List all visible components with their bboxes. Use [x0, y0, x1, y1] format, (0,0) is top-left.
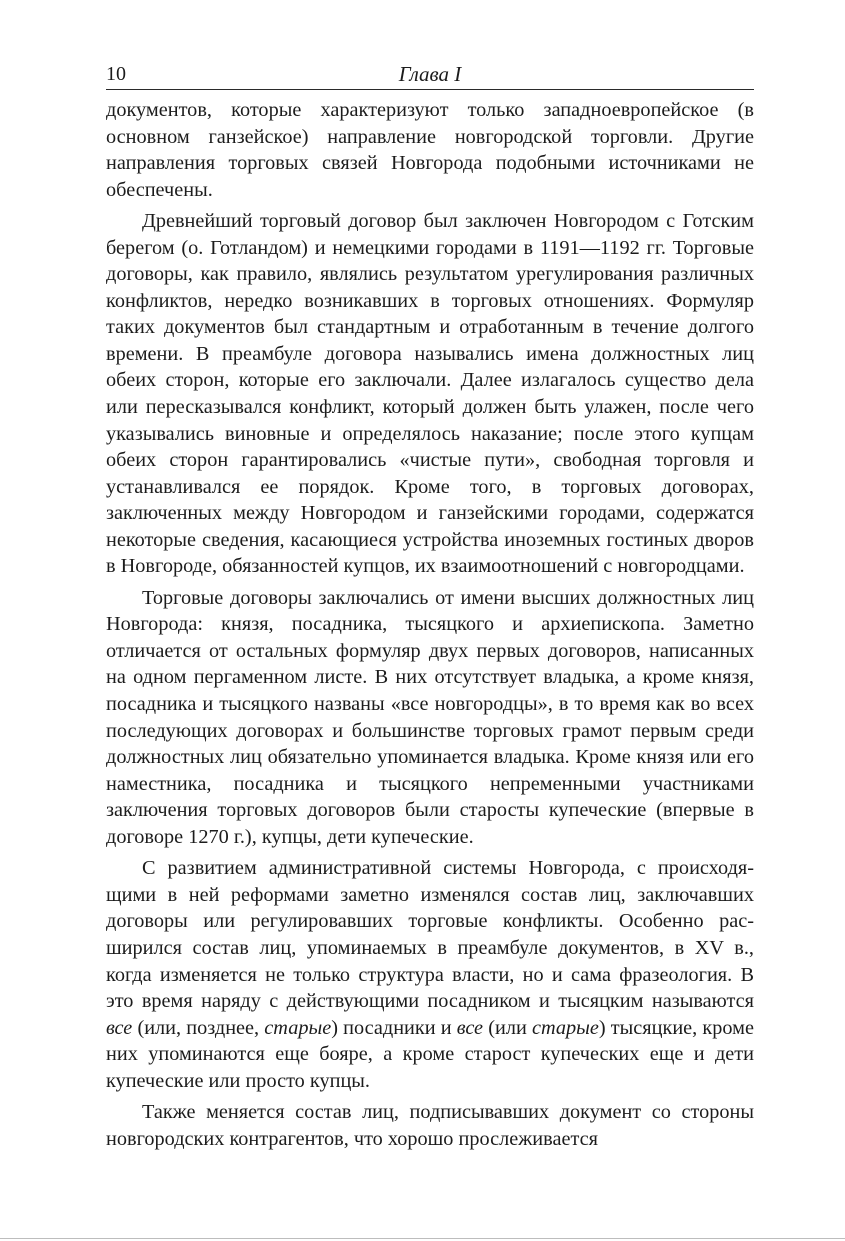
text-run: ) посадники и	[331, 1016, 457, 1039]
text-run: Также меняется состав лиц, подписывавших документ со стороны новгородских контрагентов, что хорошо прослеживается	[106, 1101, 754, 1150]
text-run: (или	[483, 1016, 532, 1039]
italic-term: все	[456, 1016, 484, 1039]
text-run: С развитием административной системы Новгорода, с происходящими в ней реформами заметно изменялся состав лиц, заключавших договоры или регулировавших торговые конфликты. Особенно расширился состав лиц, упоминаемых в преамбуле документов, в XV в., когда изменяется не только структура власти, но и сама фразеология. В это время наряду с действующими посадником и тысяцким называются	[106, 857, 754, 1013]
text-run: (или, позднее,	[132, 1016, 265, 1039]
text-run: ) тысяцкие, кроме них упоминаются еще бояре, а кроме старост купеческих еще и дети купеческие или просто купцы.	[106, 1016, 754, 1092]
paragraph	[106, 97, 754, 203]
paragraph	[106, 855, 754, 1094]
paragraph	[106, 1099, 754, 1152]
paragraph	[106, 585, 754, 850]
header-rule	[106, 89, 754, 90]
paragraph	[106, 208, 754, 580]
text-run: документов, которые характеризуют только западноевропейское (в основном ганзейское) направление новгородской торговли. Другие направления торговых связей Новгорода подобными источниками не обеспечены.	[106, 99, 754, 201]
italic-term: все	[106, 1016, 133, 1039]
running-header	[106, 58, 754, 88]
body-text	[106, 97, 754, 1152]
italic-term: старые	[531, 1016, 599, 1039]
italic-term: старые	[264, 1016, 332, 1039]
page-bottom-edge	[0, 1238, 845, 1239]
text-run: Древнейший торговый договор был заключен Новгородом с Готским берегом (о. Готландом) и немецкими городами в 1191—1192 гг. Торговые договоры, как правило, являлись результатом урегулирования различных конфликтов, нередко возникавших в торговых отношениях. Формуляр таких документов был стандартным и отработанным в течение долгого времени. В преамбуле договора назывались имена должностных лиц обеих сторон, которые его заключали. Далее излагалось существо дела или пересказывался конфликт, который должен быть улажен, после чего указывались виновные и определялось наказание; после этого купцам обеих сторон гарантировались «чистые пути», свободная торговля и устанавливался ее порядок. Кроме того, в торговых договорах, заключенных между Новгородом и ганзейскими городами, содержатся некоторые сведения, касающиеся устройства иноземных гостиных дворов в Новгороде, обязанностей купцов, их взаимоотношений с новгородцами.	[106, 210, 754, 578]
text-run: Торговые договоры заключались от имени высших должностных лиц Новгорода: князя, посадника, тысяцкого и архиепископа. Заметно отличается от остальных формуляр двух первых договоров, написанных на одном пергаменном листе. В них отсутствует владыка, а кроме князя, посадника и тысяцкого названы «все новгородцы», в то время как во всех последующих договорах и большинстве торговых грамот первым среди должностных лиц обязательно упоминается владыка. Кроме князя или его наместника, посадника и тысяцкого непременными участниками заключения торговых договоров были старосты купеческие (впервые в договоре 1270 г.), купцы, дети купеческие.	[106, 586, 754, 848]
page-number: 10	[106, 63, 126, 85]
chapter-title: Глава I	[398, 62, 462, 86]
